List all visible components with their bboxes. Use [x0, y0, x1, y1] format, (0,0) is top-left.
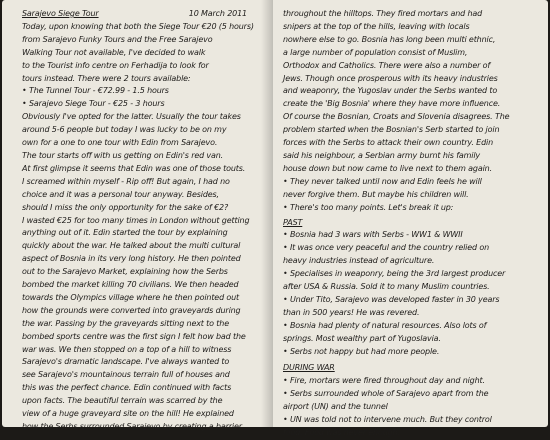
text-line: aspect of Bosnia in its very long history. He then pointed — [22, 254, 241, 264]
section-heading-during-war: DURING WAR — [283, 363, 335, 373]
text-line: I wasted €25 for too many times in London without getting — [22, 215, 250, 225]
text-line: the war. Passing by the graveyards sitting next to the — [22, 318, 229, 328]
text-line: • There's too many points. Let's break it up: — [283, 202, 454, 212]
right-page-text — [283, 8, 538, 215]
text-line: throughout the hilltops. They fired mortars and had — [283, 9, 483, 18]
text-line: forces with the Serbs to attack their own country. Edin — [283, 138, 493, 148]
text-line: problem started when the Bosnian's Serb started to join — [283, 125, 500, 135]
text-line: how the grounds were converted into graveyards during — [22, 305, 241, 315]
war-list — [283, 375, 538, 440]
text-line: towards the Olympics village where he then pointed out — [22, 292, 240, 302]
past-list-item: • Under Tito, Sarajevo was developed faster in 30 years — [283, 294, 500, 304]
text-line: Sarajevo's dramatic landscape. I've always wanted to — [22, 357, 230, 367]
text-line: Orthodox and Catholics. There were also a number of — [283, 60, 491, 70]
text-line: around 5-6 people but today I was lucky to be on my — [22, 125, 227, 135]
text-line: this was the perfect chance. Edin continued with facts — [22, 383, 232, 393]
right-page — [273, 0, 548, 437]
text-line: a large number of population consist of Muslim, — [283, 47, 468, 57]
past-list-item: • Specialises in weaponry, being the 3rd largest producer — [283, 269, 506, 279]
text-line: out to the Sarajevo Market, explaining how the Serbs — [22, 267, 228, 277]
past-list-item: heavy industries instead of agriculture. — [283, 256, 435, 266]
text-line: Today, upon knowing that both the Siege Tour €20 (5 hours) — [22, 21, 254, 31]
page-date: 10 March 2011 — [188, 9, 247, 18]
text-line: said his neighbour, a Serbian army burnt his family — [283, 150, 481, 160]
text-line: view of a huge graveyard site on the hill! He explained — [22, 409, 234, 419]
text-line: never forgive them. But maybe his children will. — [283, 189, 469, 199]
text-line: I screamed within myself - Rip off! But again, I had no — [22, 176, 230, 186]
text-line: and weaponry, the Yugoslav under the Serbs wanted to — [283, 86, 498, 96]
text-line: • They never talked until now and Edin feels he will — [283, 176, 482, 186]
past-list-item: after USA & Russia. Sold it to many Muslim countries. — [283, 282, 490, 292]
text-line: see Sarajevo's mountainous terrain full of houses and — [22, 370, 230, 380]
war-list-item: • Fire, mortars were fired throughout day and night. — [283, 376, 485, 386]
left-page — [2, 0, 273, 431]
past-list — [283, 229, 538, 358]
text-line: • Sarajevo Siege Tour - €25 - 3 hours — [22, 99, 165, 109]
text-line: Walking Tour not available, I've decided to walk — [22, 47, 206, 57]
past-list-item: • It was once very peaceful and the country relied on — [283, 243, 489, 253]
text-line: nowhere else to go. Bosnia has long been multi ethnic, — [283, 34, 496, 44]
text-line: should I miss the only opportunity for the sake of €2? — [22, 202, 229, 212]
text-line: from Sarajevo Funky Tours and the Free Sarajevo — [22, 34, 213, 44]
war-list-item: • UN was told not to intervene much. But they control — [283, 415, 492, 425]
text-line: Obviously I've opted for the latter. Usually the tour takes — [22, 112, 241, 122]
war-list-item: food. Food was never enough. — [283, 428, 400, 437]
text-line: own for a one to one tour with Edin from Sarajevo. — [22, 138, 218, 148]
text-line: upon facts. The beautiful terrain was scarred by the — [22, 396, 223, 406]
text-line: house down but now came to live next to them again. — [283, 163, 492, 173]
war-list-item: airport (UN) and the tunnel — [283, 402, 388, 412]
text-line: Jews. Though once prosperous with its heavy industries — [283, 73, 498, 83]
text-line: snipers at the top of the hills, leaving with locals — [283, 21, 470, 31]
past-list-item: • Bosnia had plenty of natural resources. Also lots of — [283, 320, 487, 330]
text-line: war was. We then stopped on a top of a hill to witness — [22, 344, 232, 354]
text-line: Of course the Bosnian, Croats and Slovenia disagrees. The — [283, 112, 510, 122]
text-line: At first glimpse it seems that Edin was one of those touts. — [22, 163, 246, 173]
past-list-item: • Serbs not happy but had more people. — [283, 346, 440, 356]
war-list-item: • Serbs surrounded whole of Sarajevo apart from the — [283, 389, 489, 399]
text-line: • The Tunnel Tour - €72.99 - 1.5 hours — [22, 86, 169, 96]
section-heading-past: PAST — [283, 217, 303, 227]
past-list-item: springs. Most wealthy part of Yugoslavia. — [283, 333, 441, 343]
past-list-item: than in 500 years! He was revered. — [283, 307, 420, 317]
journal-spread — [2, 0, 548, 437]
text-line: to the Tourist info centre on Ferhadija to look for — [22, 60, 209, 70]
text-line: how the Serbs surrounded Sarajevo by creating a barrier — [22, 422, 242, 431]
page-title: Sarajevo Siege Tour — [22, 9, 99, 18]
page-header — [22, 8, 267, 21]
text-line: tours instead. There were 2 tours available: — [22, 73, 191, 83]
past-list-item: • Bosnia had 3 wars with Serbs - WW1 & WWII — [283, 230, 463, 240]
text-line: The tour starts off with us getting on Edin's red van. — [22, 150, 224, 160]
text-line: quickly about the war. He talked about the multi cultural — [22, 241, 241, 251]
left-page-text — [22, 21, 267, 434]
text-line: create the 'Big Bosnia' where they have more influence. — [283, 99, 501, 109]
text-line: bombed the market killing 70 civilians. We then headed — [22, 280, 239, 290]
text-line: bombed sports centre was the first sign I felt how bad the — [22, 331, 246, 341]
text-line: anything out of it. Edin started the tour by explaining — [22, 228, 228, 238]
text-line: choice and it was a personal tour anyway. Besides, — [22, 189, 219, 199]
